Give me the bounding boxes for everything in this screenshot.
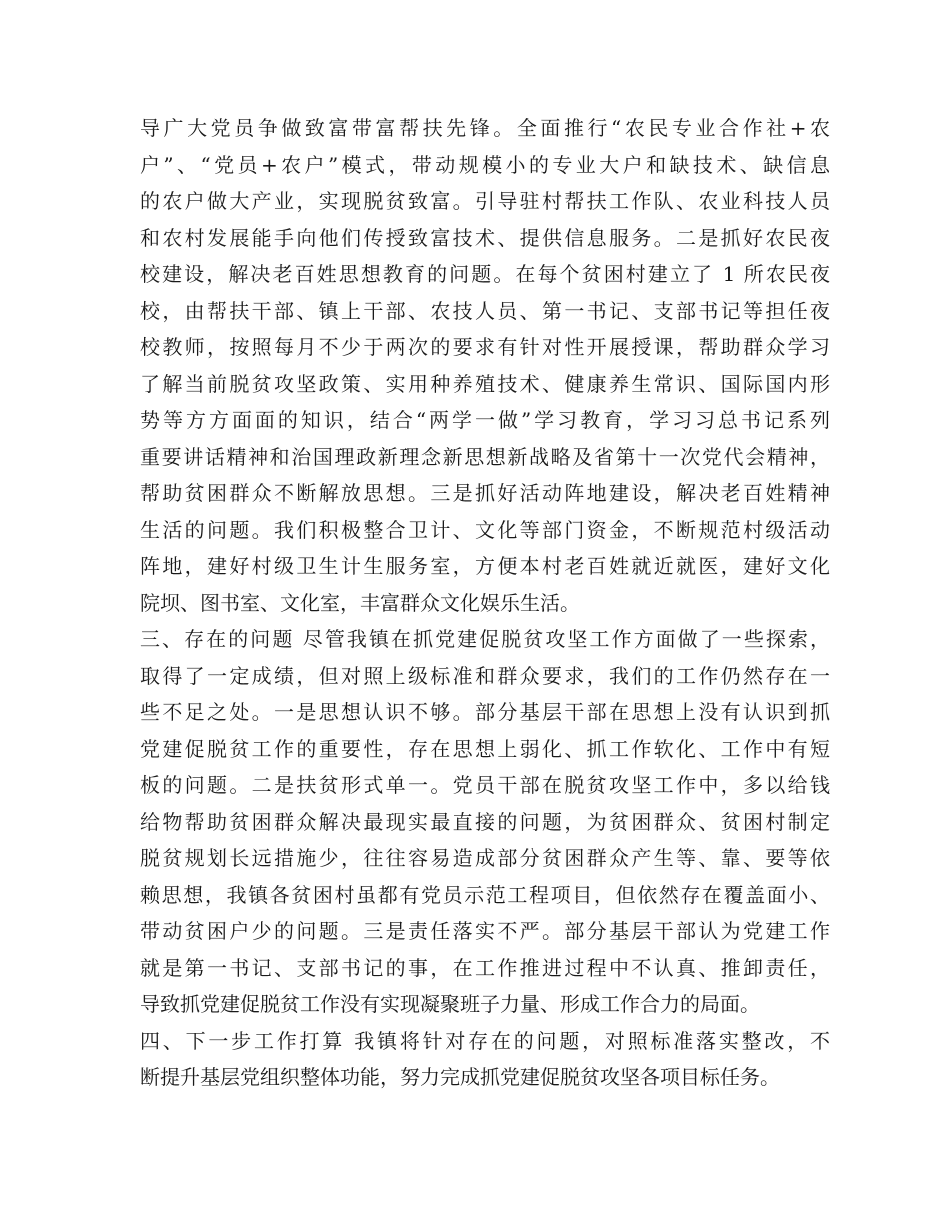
text-line: 脱贫规划长远措施少，往往容易造成部分贫困群众产生等、靠、要等依: [140, 846, 830, 870]
text-line: 校建设，解决老百姓思想教育的问题。在每个贫困村建立了 1 所农民夜: [140, 262, 830, 286]
section-heading-line: 四、下一步工作打算 我镇将针对存在的问题，对照标准落实整改，不: [140, 1028, 830, 1053]
document-body: [140, 110, 830, 1096]
text-line: 些不足之处。一是思想认识不够。部分基层干部在思想上没有认识到抓: [140, 700, 830, 724]
text-line: 势等方方面面的知识，结合“两学一做”学习教育，学习习总书记系列: [140, 408, 830, 432]
text-line: 给物帮助贫困群众解决最现实最直接的问题，为贫困群众、贫困村制定: [140, 809, 830, 834]
text-line: 户”、“党员+农户”模式，带动规模小的专业大户和缺技术、缺信息: [140, 152, 830, 177]
text-line: 断提升基层党组织整体功能，努力完成抓党建促脱贫攻坚各项目标任务。: [140, 1065, 780, 1089]
text-line: 就是第一书记、支部书记的事，在工作推进过程中不认真、推卸责任，: [140, 955, 830, 980]
text-line: 重要讲话精神和治国理政新理念新思想新战略及省第十一次党代会精神，: [140, 444, 830, 469]
text-line: 党建促脱贫工作的重要性，存在思想上弱化、抓工作软化、工作中有短: [140, 736, 830, 761]
text-line: 赖思想，我镇各贫困村虽都有党员示范工程项目，但依然存在覆盖面小、: [140, 882, 830, 907]
text-line: 板的问题。二是扶贫形式单一。党员干部在脱贫攻坚工作中，多以给钱: [140, 773, 830, 797]
text-line: 了解当前脱贫攻坚政策、实用种养殖技术、健康养生常识、国际国内形: [140, 371, 830, 396]
text-line: 和农村发展能手向他们传授致富技术、提供信息服务。二是抓好农民夜: [140, 225, 830, 250]
text-line: 院坝、图书室、文化室，丰富群众文化娱乐生活。: [140, 590, 580, 615]
text-line: 导广大党员争做致富带富帮扶先锋。全面推行“农民专业合作社+农: [140, 116, 830, 140]
section-heading-line: 三、存在的问题 尽管我镇在抓党建促脱贫攻坚工作方面做了一些探索，: [140, 627, 830, 651]
text-line: 校教师，按照每月不少于两次的要求有针对性开展授课，帮助群众学习: [140, 335, 830, 359]
text-line: 取得了一定成绩，但对照上级标准和群众要求，我们的工作仍然存在一: [140, 663, 830, 688]
text-line: 带动贫困户少的问题。三是责任落实不严。部分基层干部认为党建工作: [140, 919, 830, 943]
text-line: 帮助贫困群众不断解放思想。三是抓好活动阵地建设，解决老百姓精神: [140, 481, 830, 505]
text-line: 的农户做大产业，实现脱贫致富。引导驻村帮扶工作队、农业科技人员: [140, 189, 830, 213]
text-line: 校，由帮扶干部、镇上干部、农技人员、第一书记、支部书记等担任夜: [140, 298, 830, 323]
text-line: 阵地，建好村级卫生计生服务室，方便本村老百姓就近就医，建好文化: [140, 554, 830, 578]
text-line: 生活的问题。我们积极整合卫计、文化等部门资金，不断规范村级活动: [140, 517, 830, 542]
text-line: 导致抓党建促脱贫工作没有实现凝聚班子力量、形成工作合力的局面。: [140, 992, 760, 1016]
